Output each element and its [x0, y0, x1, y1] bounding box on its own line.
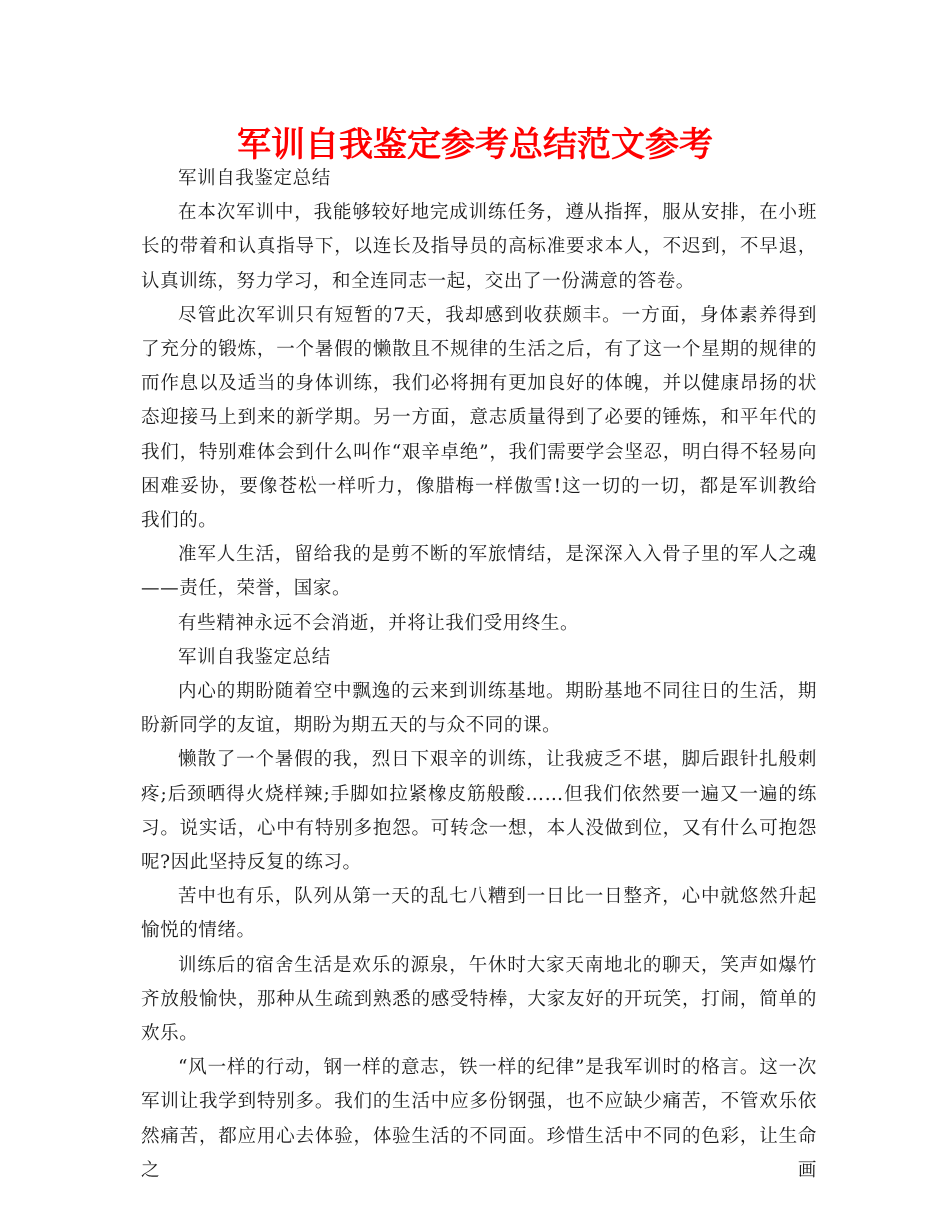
paragraph: “风一样的行动，钢一样的意志，铁一样的纪律”是我军训时的格言。这一次军训让我学到特别多。我们的生活中应多份钢强，也不应缺少痛苦，不管欢乐依然痛苦，都应用心去体验，体验生活的不同面。珍惜生活中不同的色彩，让生命之画 [141, 1057, 817, 1181]
section-heading: 军训自我鉴定总结 [178, 168, 331, 189]
paragraph: 苦中也有乐，队列从第一天的乱七八糟到一日比一日整齐，心中就悠然升起愉悦的情绪。 [141, 886, 817, 942]
paragraph: 训练后的宿舍生活是欢乐的源泉，午休时大家天南地北的聊天，笑声如爆竹齐放般愉快，那种从生疏到熟悉的感受特棒，大家友好的开玩笑，打闹，简单的欢乐。 [141, 954, 817, 1045]
document-body [141, 162, 817, 1188]
paragraph: 有些精神永远不会消逝，并将让我们受用终生。 [178, 612, 580, 634]
section-heading: 军训自我鉴定总结 [178, 646, 331, 668]
paragraph: 内心的期盼随着空中飘逸的云来到训练基地。期盼基地不同往日的生活，期盼新同学的友谊，期盼为期五天的与众不同的课。 [141, 681, 817, 737]
paragraph: 尽管此次军训只有短暂的7天，我却感到收获颇丰。一方面，身体素养得到了充分的锻炼，一个暑假的懒散且不规律的生活之后，有了这一个星期的规律的而作息以及适当的身体训练，我们必将拥有更加良好的体魄，并以健康昂扬的状态迎接马上到来的新学期。另一方面，意志质量得到了必要的锤炼，和平年代的我们，特别难体会到什么叫作“艰辛卓绝”，我们需要学会坚忍，明白得不轻易向困难妥协，要像苍松一样听力，像腊梅一样傲雪!这一切的一切，都是军训教给我们的。 [141, 304, 817, 532]
paragraph: 在本次军训中，我能够较好地完成训练任务，遵从指挥，服从安排，在小班长的带着和认真指导下，以连长及指导员的高标准要求本人，不迟到，不早退，认真训练，努力学习，和全连同志一起，交出了一份满意的答卷。 [141, 202, 817, 292]
document-title: 军训自我鉴定参考总结范文参考 [237, 125, 713, 165]
paragraph: 懒散了一个暑假的我，烈日下艰辛的训练，让我疲乏不堪，脚后跟针扎般刺疼;后颈晒得火烧样辣;手脚如拉紧橡皮筋般酸……但我们依然要一遍又一遍的练习。说实话，心中有特别多抱怨。可转念一想，本人没做到位，又有什么可抱怨呢?因此坚持反复的练习。 [141, 749, 817, 874]
paragraph: 准军人生活，留给我的是剪不断的军旅情结，是深深入入骨子里的军人之魂——责任，荣誉，国家。 [141, 544, 817, 600]
